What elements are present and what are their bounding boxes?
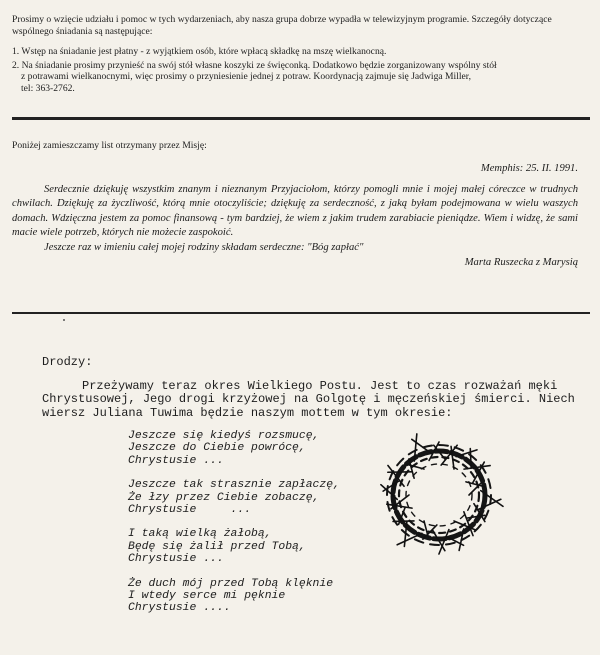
speck — [63, 319, 65, 321]
poem-line: Jeszcze do Ciebie powrócę, — [128, 442, 306, 455]
intro-item-1-line: 1. Wstęp na śniadanie jest płatny - z wyjątkiem osób, które wpłacą składkę na mszę wielkanocną. — [12, 46, 387, 58]
intro-item-1 — [12, 46, 590, 58]
lent-paragraph-line: Chrystusowej, Jego drogi krzyżowej na Golgotę i męczeńskiej śmierci. Niech — [42, 392, 575, 407]
lent-paragraph-line: wiersz Juliana Tuwima będzie naszym mottem w tym okresie: — [42, 405, 453, 420]
letter-signature: Marta Ruszecka z Marysią — [464, 256, 578, 268]
letter-body: Serdecznie dziękuję wszystkim znanym i nieznanym Przyjaciołom, którzy pomogli mnie i mojej małej córeczce w trudnych chwilach. Dziękuję za życzliwość, którą mnie otoczyliście; dziękuję za serdeczność, z jaką byłam podejmowana w wielu waszych domach. Wdzięczna jestem za pomoc finansową - tym bardziej, że wiem z jakim trudem zarabiacie pieniądze. Wiem i widzę, że sami macie wiele potrzeb, których nie możecie zaspokoić. — [12, 183, 578, 239]
poem-line: Chrystusie ... — [128, 454, 224, 467]
letter-closing: Jeszcze raz w imieniu całej mojej rodziny składam serdeczne: "Bóg zapłać" — [44, 241, 364, 253]
intro-paragraph: Prosimy o wzięcie udziału i pomoc w tych wydarzeniach, aby nasza grupa dobrze wypadła w telewizyjnym programie. Szczegóły dotyczące wspólnego śniadania są następujące: — [12, 14, 552, 37]
poem-stanza — [128, 430, 340, 467]
greeting: Drodzy: — [42, 355, 93, 369]
poem-line: Będę się żalił przed Tobą, — [128, 540, 306, 553]
lent-paragraph-line: Przeżywamy teraz okres Wielkiego Postu. Jest to czas rozważań męki — [82, 379, 558, 393]
poem-line: Jeszcze się kiedyś rozsmucę, — [128, 430, 320, 442]
poem-stanza — [128, 479, 340, 516]
poem-stanza — [128, 528, 340, 565]
section-divider-top — [12, 117, 590, 120]
crown-of-thorns-icon — [374, 433, 504, 563]
poem-line: Chrystusie .... — [128, 602, 231, 615]
intro-item-2-line: 2. Na śniadanie prosimy przynieść na swój stół własne koszyki ze święconką. Dodatkowo będzie zorganizowany wspólny stół — [12, 59, 497, 71]
poem-line: Że duch mój przed Tobą klęknie — [128, 577, 334, 590]
intro-item-2-line: z potrawami wielkanocnymi, więc prosimy o przyniesienie jednej z potraw. Koordynacją zajmuje się Jadwiga Miller, — [21, 71, 472, 83]
section-divider-bottom — [12, 312, 590, 314]
letter-date: Memphis: 25. II. 1991. — [480, 163, 578, 174]
poem-line: Chrystusie ... — [128, 504, 252, 517]
intro-item-2 — [12, 60, 590, 95]
intro-section — [12, 14, 590, 95]
poem-line: Że łzy przez Ciebie zobaczę, — [128, 491, 320, 504]
poem — [128, 430, 340, 627]
poem-line: I wtedy serce mi pęknie — [128, 590, 286, 603]
poem-line: Chrystusie ... — [128, 553, 224, 566]
letter-lead: Poniżej zamieszczamy list otrzymany przez Misję: — [12, 140, 207, 151]
thorn — [470, 449, 471, 468]
thorn — [393, 521, 414, 522]
intro-item-2-line: tel: 363-2762. — [21, 82, 75, 94]
letter — [12, 162, 578, 270]
lent-paragraph — [42, 380, 592, 420]
poem-stanza — [128, 578, 340, 615]
poem-line: I taką wielką żałobą, — [128, 528, 272, 541]
poem-line: Jeszcze tak strasznie zapłaczę, — [128, 479, 340, 492]
